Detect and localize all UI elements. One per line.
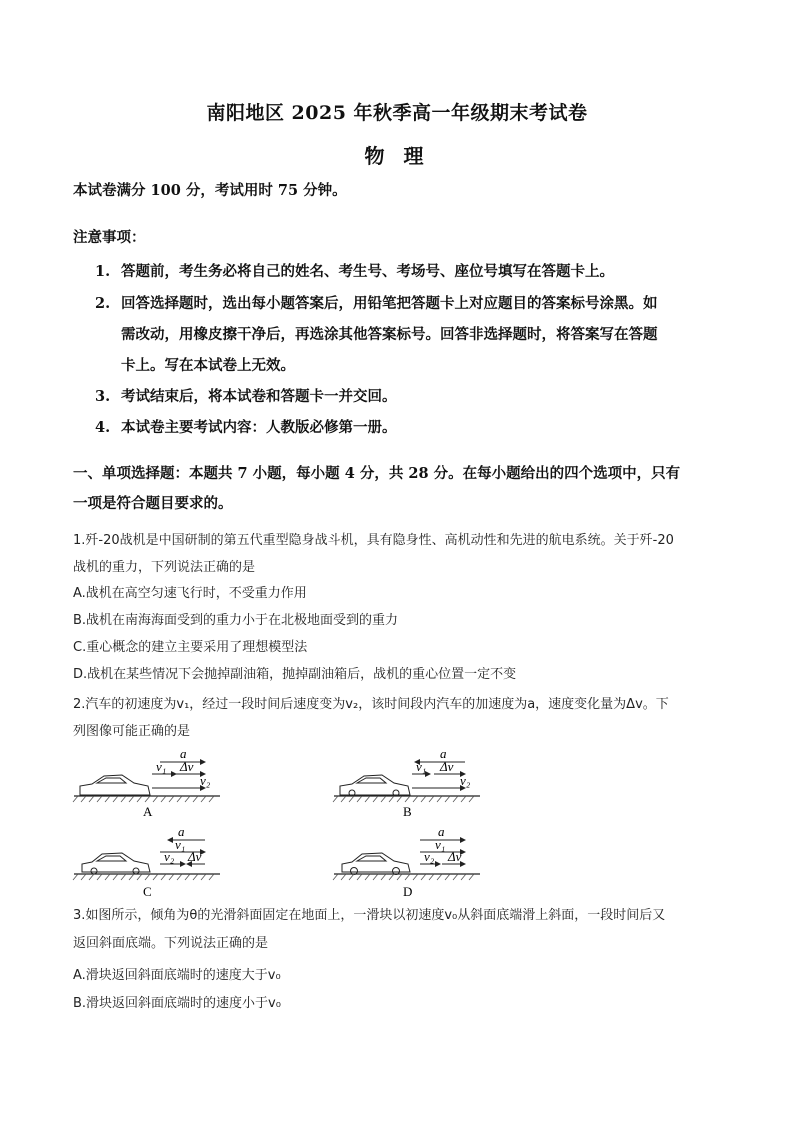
- vector-label: a: [440, 748, 447, 761]
- figure-option-a: [70, 748, 230, 820]
- notes-heading: 注意事项：: [73, 229, 146, 246]
- question-stem: 1.歼-20战机是中国研制的第五代重型隐身战斗机，具有隐身性、高机动性和先进的航电系统。关于歼-20: [73, 533, 674, 548]
- vector-label: Δv: [180, 759, 194, 774]
- vector-label: Δv: [188, 849, 202, 864]
- note-text: 回答选择题时，选出每小题答案后，用铅笔把答题卡上对应题目的答案标号涂黑。如: [121, 295, 658, 312]
- note-item: [95, 262, 614, 282]
- vector-label: v₁: [435, 837, 446, 852]
- car-icon: [82, 853, 150, 874]
- figure-label: A: [143, 804, 153, 819]
- vector-label: v₁: [156, 759, 167, 774]
- figure-label: B: [403, 804, 412, 819]
- option-a: A.滑块返回斜面底端时的速度大于v₀: [73, 968, 281, 983]
- figure-option-c: [70, 826, 230, 900]
- option-a: A.战机在高空匀速飞行时，不受重力作用: [73, 586, 307, 601]
- section-heading: 一、单项选择题：本题共 7 小题，每小题 4 分，共 28 分。在每小题给出的四个选项中，只有: [73, 465, 681, 482]
- note-number: 4.: [95, 419, 111, 436]
- subject-title: 物 理: [364, 144, 430, 168]
- note-text: 卡上。写在本试卷上无效。: [121, 357, 295, 374]
- vector-label: Δv: [440, 759, 454, 774]
- note-text: 考试结束后，将本试卷和答题卡一并交回。: [121, 388, 397, 405]
- vector-label: v₂: [200, 773, 211, 788]
- option-d: D.战机在某些情况下会抛掉副油箱，抛掉副油箱后，战机的重心位置一定不变: [73, 667, 517, 682]
- note-number: 2.: [95, 295, 111, 312]
- note-number: 3.: [95, 388, 111, 405]
- figure-option-b: [330, 748, 490, 820]
- vector-label: v₂: [460, 773, 471, 788]
- vector-label: v₂: [164, 849, 175, 864]
- section-heading: 一项是符合题目要求的。: [73, 495, 233, 512]
- vector-label: v₂: [424, 849, 435, 864]
- option-b: B.战机在南海海面受到的重力小于在北极地面受到的重力: [73, 613, 399, 628]
- question-stem: 3.如图所示，倾角为θ的光滑斜面固定在地面上，一滑块以初速度v₀从斜面底端滑上斜面，一段时间后又: [73, 908, 666, 923]
- note-text: 答题前，考生务必将自己的姓名、考生号、考场号、座位号填写在答题卡上。: [121, 263, 614, 280]
- car-icon: [342, 853, 410, 875]
- note-number: 1.: [95, 263, 111, 280]
- intro-text: 本试卷满分 100 分，考试用时 75 分钟。: [73, 182, 347, 199]
- question-stem: 返回斜面底端。下列说法正确的是: [73, 936, 269, 951]
- question-stem: 战机的重力，下列说法正确的是: [73, 560, 256, 575]
- vector-label: v₁: [175, 837, 186, 852]
- vector-label: v₁: [416, 759, 427, 774]
- note-item: [95, 294, 658, 314]
- car-icon: [80, 775, 150, 795]
- car-icon: [340, 775, 410, 796]
- vector-label: a: [180, 748, 187, 761]
- vector-label: a: [438, 826, 445, 839]
- vector-label: a: [178, 826, 185, 839]
- note-text: 本试卷主要考试内容：人教版必修第一册。: [121, 419, 397, 436]
- figure-option-d: [330, 826, 490, 900]
- figure-label: D: [403, 884, 413, 899]
- note-item: [95, 418, 397, 438]
- note-item: [95, 387, 397, 407]
- figure-label: C: [143, 884, 152, 899]
- question-stem: 2.汽车的初速度为v₁，经过一段时间后速度变为v₂，该时间段内汽车的加速度为a，速度变化量为Δv。下: [73, 697, 669, 712]
- exam-title: 南阳地区 2025 年秋季高一年级期末考试卷: [206, 102, 588, 124]
- question-stem: 列图像可能正确的是: [73, 724, 191, 739]
- note-text: 需改动，用橡皮擦干净后，再选涂其他答案标号。回答非选择题时，将答案写在答题: [121, 326, 658, 343]
- option-c: C.重心概念的建立主要采用了理想模型法: [73, 640, 308, 655]
- option-b: B.滑块返回斜面底端时的速度小于v₀: [73, 996, 281, 1011]
- vector-label: Δv: [448, 849, 462, 864]
